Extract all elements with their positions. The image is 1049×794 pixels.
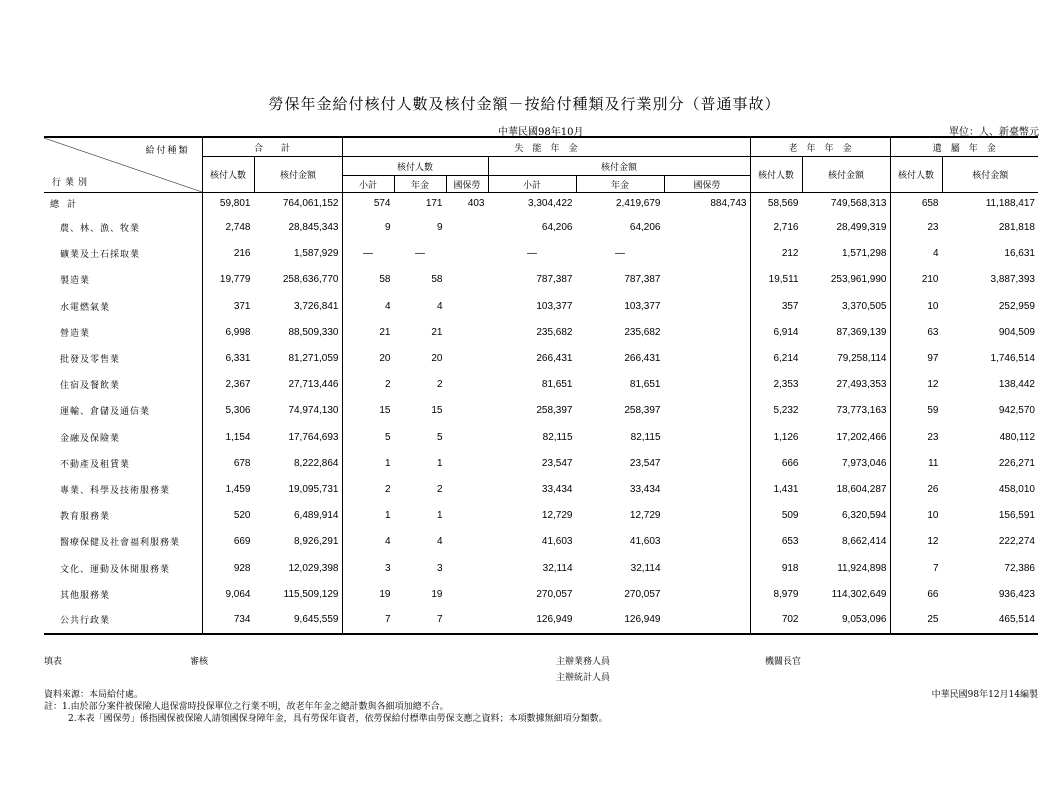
- header-oldage: 老 年 年 金: [750, 137, 890, 157]
- row-label: 製造業: [44, 267, 202, 293]
- cell: [664, 555, 750, 581]
- cell: 9: [436, 222, 443, 234]
- cell: 8,222,864: [254, 450, 342, 476]
- table-row: [44, 372, 1038, 398]
- cell: 19: [379, 588, 391, 600]
- cell: 28,845,343: [254, 215, 342, 241]
- cell: [664, 398, 750, 424]
- footer-source: 資料來源：本局給付處。: [44, 690, 144, 700]
- cell: 32,114: [542, 562, 573, 574]
- table-row: [44, 215, 1038, 241]
- cell: [446, 372, 488, 398]
- cell: 3,726,841: [254, 293, 342, 319]
- cell: 216: [233, 248, 251, 260]
- cell: [446, 555, 488, 581]
- cell: [446, 345, 488, 371]
- table-row: [44, 424, 1038, 450]
- cell: 884,743: [664, 193, 750, 215]
- row-label: 總計: [44, 193, 202, 215]
- cell: 23: [927, 431, 939, 443]
- table-row: [44, 398, 1038, 424]
- header-old-count: 核付人數: [750, 157, 802, 193]
- cell: 5: [436, 431, 443, 443]
- footer-note-2: 2.本表「國保勞」係指國保被保險人請領國保身障年金，具有勞保年資者，依勞保給付標準由勞保支應之資料；本項數據無細項分類數。: [68, 714, 608, 724]
- table-row: [44, 450, 1038, 476]
- table-row: [44, 503, 1038, 529]
- cell: 574: [373, 198, 391, 210]
- cell: 103,377: [536, 300, 573, 312]
- footer-compiled-date: 中華民國98年12月14編製: [931, 690, 1038, 700]
- cell: 17,202,466: [802, 424, 890, 450]
- cell: 7: [932, 562, 939, 574]
- cell: 6,214: [773, 353, 799, 365]
- cell: 8,926,291: [254, 529, 342, 555]
- footer-note-1: 註：1.由於部分案件被保險人退保當時投保單位之行業不明，故老年年金之總計數與各細項加總不合。: [44, 702, 449, 712]
- cell: 88,509,330: [254, 319, 342, 345]
- cell: 2: [384, 379, 391, 391]
- cell: 25: [927, 614, 939, 626]
- cell: 8,662,414: [802, 529, 890, 555]
- table-row: [44, 293, 1038, 319]
- cell: 669: [233, 536, 251, 548]
- cell: 2,367: [225, 379, 251, 391]
- cell: [446, 424, 488, 450]
- cell: 2,419,679: [616, 198, 661, 210]
- cell: 252,959: [998, 300, 1035, 312]
- cell: [446, 398, 488, 424]
- cell: 226,271: [998, 457, 1035, 469]
- cell: —: [615, 248, 625, 260]
- cell: 103,377: [624, 300, 661, 312]
- cell: [664, 372, 750, 398]
- cell: 15: [431, 405, 443, 417]
- footer-stats-staff: 主辦統計人員: [556, 673, 611, 683]
- cell: 6,331: [225, 353, 251, 365]
- cell: 1: [384, 510, 391, 522]
- cell: 114,302,649: [802, 581, 890, 607]
- table-row: [44, 319, 1038, 345]
- cell: 74,974,130: [254, 398, 342, 424]
- cell: [446, 581, 488, 607]
- cell: 15: [379, 405, 391, 417]
- cell: 258,636,770: [254, 267, 342, 293]
- cell: [446, 529, 488, 555]
- cell: 126,949: [624, 614, 661, 626]
- cell: 23: [927, 222, 939, 234]
- cell: 58: [431, 274, 443, 286]
- cell: 11,924,898: [802, 555, 890, 581]
- cell: 2,716: [773, 222, 799, 234]
- table-row: [44, 529, 1038, 555]
- header-total-count: 核付人數: [202, 157, 254, 193]
- row-label: 營造業: [44, 319, 202, 345]
- cell: 26: [927, 483, 939, 495]
- cell: 81,651: [541, 379, 573, 391]
- cell: 156,591: [998, 510, 1035, 522]
- table-row: [44, 345, 1038, 371]
- cell: 41,603: [541, 536, 573, 548]
- cell: 281,818: [998, 222, 1035, 234]
- header-dis-count-annuity: 年金: [394, 176, 446, 193]
- cell: 12,729: [541, 510, 573, 522]
- cell: 465,514: [998, 614, 1035, 626]
- header-total: 合 計: [202, 137, 342, 157]
- cell: 171: [425, 198, 443, 210]
- cell: [446, 450, 488, 476]
- cell: 658: [921, 198, 939, 210]
- cell: 8,979: [773, 588, 799, 600]
- footer-head: 機關長官: [765, 657, 802, 667]
- cell: [664, 267, 750, 293]
- cell: 33,434: [629, 483, 661, 495]
- cell: 4: [384, 300, 391, 312]
- cell: 126,949: [536, 614, 573, 626]
- cell: 12,029,398: [254, 555, 342, 581]
- row-label: 文化、運動及休閒服務業: [44, 555, 202, 581]
- row-label: 運輸、倉儲及通信業: [44, 398, 202, 424]
- cell: 41,603: [629, 536, 661, 548]
- table-row: [44, 476, 1038, 502]
- cell: 9,053,096: [802, 607, 890, 633]
- cell: 3,304,422: [528, 198, 573, 210]
- cell: 82,115: [630, 431, 661, 443]
- cell: 509: [781, 510, 799, 522]
- cell: 58,569: [767, 198, 799, 210]
- footer-business-staff: 主辦業務人員: [556, 657, 611, 667]
- cell: 520: [233, 510, 251, 522]
- cell: 371: [233, 300, 251, 312]
- cell: 82,115: [542, 431, 573, 443]
- header-dis-count-subtotal: 小計: [342, 176, 394, 193]
- unit-label: 單位：人、新臺幣元: [949, 127, 1039, 138]
- cell: 32,114: [630, 562, 661, 574]
- header-disability: 失 能 年 金: [342, 137, 750, 157]
- cell: 2,353: [773, 379, 799, 391]
- cell: 12,729: [629, 510, 661, 522]
- cell: [446, 503, 488, 529]
- cell: 480,112: [999, 431, 1035, 443]
- cell: [664, 450, 750, 476]
- cell: 19,095,731: [254, 476, 342, 502]
- cell: 1,571,298: [802, 241, 890, 267]
- cell: 72,386: [1004, 562, 1035, 574]
- cell: 235,682: [536, 326, 573, 338]
- cell: 787,387: [624, 274, 661, 286]
- cell: 5: [384, 431, 391, 443]
- cell: [446, 267, 488, 293]
- cell: [664, 345, 750, 371]
- cell: 79,258,114: [802, 345, 890, 371]
- corner-bottom-label: 行業別: [52, 178, 92, 188]
- cell: 2: [384, 483, 391, 495]
- cell: 764,061,152: [254, 193, 342, 215]
- table-row: [44, 607, 1038, 633]
- cell: 1,154: [225, 431, 251, 443]
- cell: 97: [927, 353, 939, 365]
- table-body: [44, 193, 1038, 634]
- report-title: 勞保年金給付核付人數及核付金額－按給付種類及行業別分（普通事故）: [268, 95, 781, 113]
- table-row: [44, 241, 1038, 267]
- cell: 33,434: [541, 483, 573, 495]
- cell: [446, 293, 488, 319]
- cell: 258,397: [624, 405, 661, 417]
- cell: 3: [436, 562, 443, 574]
- cell: 222,274: [998, 536, 1035, 548]
- cell: —: [363, 248, 373, 260]
- cell: 258,397: [536, 405, 573, 417]
- cell: 21: [379, 326, 391, 338]
- cell: 928: [233, 562, 251, 574]
- cell: 1,459: [225, 483, 251, 495]
- cell: [664, 607, 750, 633]
- cell: [664, 215, 750, 241]
- cell: [446, 319, 488, 345]
- cell: 5,232: [773, 405, 799, 417]
- cell: 2: [436, 483, 443, 495]
- cell: 1,126: [773, 431, 799, 443]
- corner-top-label: 給付種類: [145, 146, 190, 156]
- cell: 734: [233, 614, 251, 626]
- cell: 357: [781, 300, 799, 312]
- cell: 3,370,505: [802, 293, 890, 319]
- cell: 20: [431, 353, 443, 365]
- cell: 28,499,319: [802, 215, 890, 241]
- header-dis-amount-annuity: 年金: [576, 176, 664, 193]
- row-label: 水電燃氣業: [44, 293, 202, 319]
- cell: 2,748: [225, 222, 251, 234]
- cell: [664, 581, 750, 607]
- row-label: 礦業及土石採取業: [44, 241, 202, 267]
- header-surv-amount: 核付金額: [942, 157, 1038, 193]
- cell: [446, 607, 488, 633]
- row-label: 金融及保險業: [44, 424, 202, 450]
- cell: 212: [781, 248, 799, 260]
- cell: 702: [781, 614, 799, 626]
- header-dis-count-national: 國保勞: [446, 176, 488, 193]
- cell: 19: [431, 588, 443, 600]
- header-surv-count: 核付人數: [890, 157, 942, 193]
- cell: 936,423: [998, 588, 1035, 600]
- table-row: [44, 581, 1038, 607]
- cell: —: [527, 248, 537, 260]
- row-label: 專業、科學及技術服務業: [44, 476, 202, 502]
- cell: [664, 319, 750, 345]
- cell: 5,306: [225, 405, 251, 417]
- cell: 11,188,417: [985, 198, 1035, 210]
- row-label: 住宿及餐飲業: [44, 372, 202, 398]
- cell: 1: [436, 510, 443, 522]
- header-total-amount: 核付金額: [254, 157, 342, 193]
- cell: 59,801: [219, 198, 251, 210]
- cell: 18,604,287: [802, 476, 890, 502]
- cell: 17,764,693: [254, 424, 342, 450]
- cell: 19,511: [768, 274, 799, 286]
- cell: [446, 476, 488, 502]
- cell: 7: [436, 614, 443, 626]
- cell: 4: [384, 536, 391, 548]
- cell: 6,914: [773, 326, 799, 338]
- cell: 21: [431, 326, 443, 338]
- cell: 64,206: [541, 222, 573, 234]
- cell: 87,369,139: [802, 319, 890, 345]
- cell: 942,570: [998, 405, 1035, 417]
- cell: 1: [384, 457, 391, 469]
- header-dis-count: 核付人數: [342, 157, 488, 176]
- cell: 749,568,313: [802, 193, 890, 215]
- cell: 1: [436, 457, 443, 469]
- cell: 653: [781, 536, 799, 548]
- footer-maker: 填表: [44, 657, 63, 667]
- cell: 81,651: [629, 379, 661, 391]
- cell: 266,431: [624, 353, 661, 365]
- row-label: 其他服務業: [44, 581, 202, 607]
- header-old-amount: 核付金額: [802, 157, 890, 193]
- row-label: 醫療保健及社會福利服務業: [44, 529, 202, 555]
- cell: [664, 529, 750, 555]
- cell: [446, 215, 488, 241]
- row-label: 不動產及租賃業: [44, 450, 202, 476]
- cell: 59: [927, 405, 939, 417]
- cell: 10: [927, 300, 939, 312]
- cell: 3,887,393: [990, 274, 1035, 286]
- cell: 12: [927, 379, 939, 391]
- row-label: 公共行政業: [44, 607, 202, 633]
- cell: 66: [927, 588, 939, 600]
- cell: 11: [928, 457, 939, 469]
- cell: 23,547: [629, 457, 661, 469]
- cell: 6,320,594: [802, 503, 890, 529]
- report-period: 中華民國98年10月: [498, 127, 584, 138]
- cell: 20: [379, 353, 391, 365]
- cell: 63: [927, 326, 939, 338]
- cell: 9,064: [225, 588, 251, 600]
- cell: 16,631: [1004, 248, 1035, 260]
- header-dis-amount: 核付金額: [488, 157, 750, 176]
- cell: 9: [384, 222, 391, 234]
- header-dis-amount-subtotal: 小計: [488, 176, 576, 193]
- header-corner: [44, 137, 202, 193]
- cell: [664, 424, 750, 450]
- table-row: [44, 555, 1038, 581]
- cell: [664, 293, 750, 319]
- cell: 918: [781, 562, 799, 574]
- cell: 1,431: [773, 483, 799, 495]
- cell: 27,713,446: [254, 372, 342, 398]
- cell: 4: [436, 536, 443, 548]
- cell: [664, 503, 750, 529]
- cell: 6,489,914: [254, 503, 342, 529]
- cell: [664, 241, 750, 267]
- cell: 27,493,353: [802, 372, 890, 398]
- row-label: 農、林、漁、牧業: [44, 215, 202, 241]
- cell: 1,587,929: [254, 241, 342, 267]
- cell: 270,057: [536, 588, 573, 600]
- cell: 266,431: [536, 353, 573, 365]
- cell: 7: [384, 614, 391, 626]
- table-row: [44, 267, 1038, 293]
- header-survivor: 遺 屬 年 金: [890, 137, 1038, 157]
- cell: 787,387: [536, 274, 573, 286]
- cell: 12: [927, 536, 939, 548]
- annuity-table: [44, 136, 1038, 635]
- cell: 666: [781, 457, 799, 469]
- cell: 4: [436, 300, 443, 312]
- cell: 138,442: [998, 379, 1035, 391]
- cell: 64,206: [629, 222, 661, 234]
- row-label: 教育服務業: [44, 503, 202, 529]
- cell: 1,746,514: [990, 353, 1035, 365]
- cell: 58: [379, 274, 391, 286]
- footer-reviewer: 審核: [190, 657, 209, 667]
- cell: [446, 241, 488, 267]
- row-label: 批發及零售業: [44, 345, 202, 371]
- cell: [664, 476, 750, 502]
- cell: 678: [233, 457, 251, 469]
- cell: 2: [436, 379, 443, 391]
- cell: 73,773,163: [802, 398, 890, 424]
- cell: 9,645,559: [254, 607, 342, 633]
- header-dis-amount-national: 國保勞: [664, 176, 750, 193]
- cell: 4: [932, 248, 939, 260]
- cell: 6,998: [225, 326, 251, 338]
- cell: —: [415, 248, 425, 260]
- cell: 23,547: [541, 457, 573, 469]
- cell: 7,973,046: [802, 450, 890, 476]
- cell: 403: [467, 198, 485, 210]
- cell: 458,010: [998, 483, 1035, 495]
- cell: 904,509: [998, 326, 1035, 338]
- cell: 253,961,990: [802, 267, 890, 293]
- table-row: [44, 193, 1038, 215]
- cell: 19,779: [219, 274, 251, 286]
- cell: 270,057: [624, 588, 661, 600]
- cell: 81,271,059: [254, 345, 342, 371]
- cell: 10: [927, 510, 939, 522]
- cell: 235,682: [624, 326, 661, 338]
- cell: 3: [384, 562, 391, 574]
- cell: 115,509,129: [254, 581, 342, 607]
- cell: 210: [921, 274, 939, 286]
